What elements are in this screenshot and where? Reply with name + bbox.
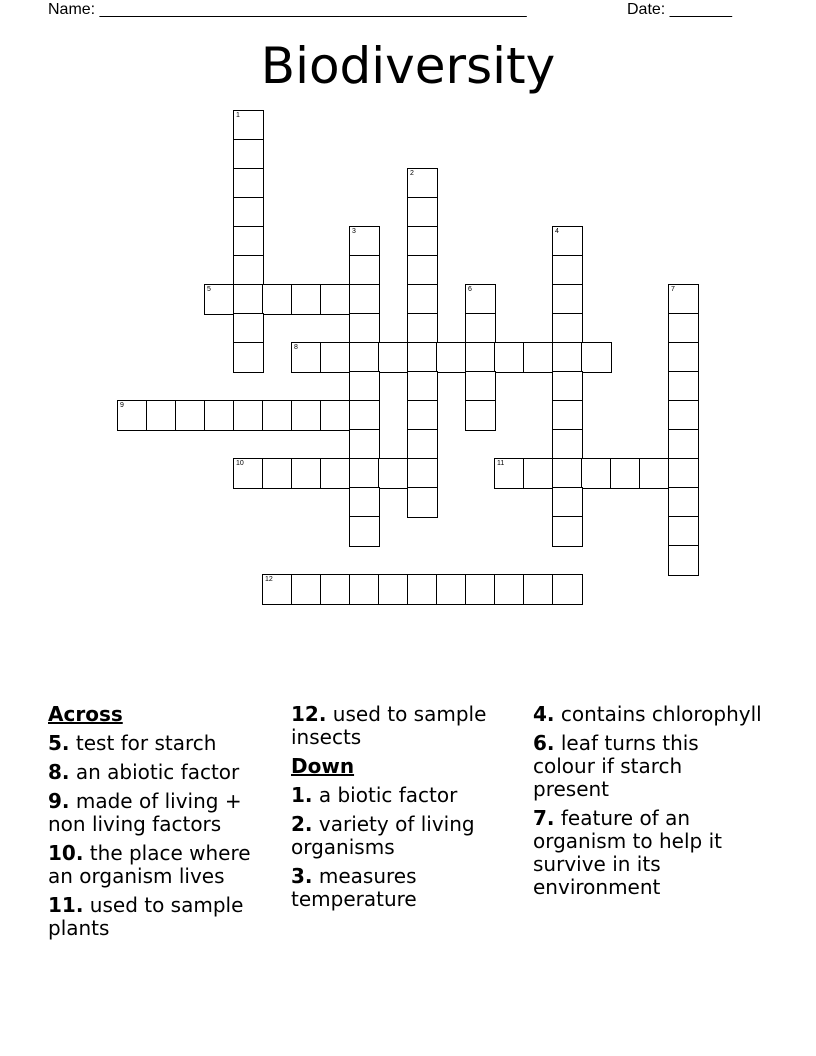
grid-cell[interactable] <box>233 168 264 199</box>
grid-cell[interactable] <box>349 574 380 605</box>
grid-cell[interactable] <box>262 400 293 431</box>
clue-number: 12. <box>291 702 327 726</box>
grid-cell[interactable] <box>668 429 699 460</box>
grid-cell[interactable] <box>233 400 264 431</box>
clue-text: measures temperature <box>291 864 417 911</box>
grid-cell[interactable] <box>552 313 583 344</box>
grid-cell[interactable] <box>407 342 438 373</box>
grid-cell[interactable] <box>378 458 409 489</box>
clue-column-1 <box>48 703 278 946</box>
grid-cell[interactable] <box>494 342 525 373</box>
clue-across-10 <box>48 842 278 888</box>
grid-cell[interactable] <box>552 487 583 518</box>
grid-cell[interactable] <box>378 574 409 605</box>
clue-number: 6. <box>533 731 555 755</box>
grid-cell[interactable] <box>552 284 583 315</box>
grid-cell[interactable] <box>668 458 699 489</box>
clue-down-6 <box>533 732 763 801</box>
grid-cell[interactable] <box>320 284 351 315</box>
grid-cell[interactable] <box>407 458 438 489</box>
clue-number-label: 2 <box>410 170 414 177</box>
clue-column-3 <box>533 703 763 905</box>
grid-cell[interactable] <box>204 284 235 315</box>
grid-cell[interactable] <box>320 574 351 605</box>
grid-cell[interactable] <box>117 400 148 431</box>
grid-cell[interactable] <box>204 400 235 431</box>
grid-cell[interactable] <box>407 284 438 315</box>
clue-across-5 <box>48 732 278 755</box>
grid-cell[interactable] <box>349 313 380 344</box>
grid-cell[interactable] <box>320 400 351 431</box>
grid-cell[interactable] <box>262 574 293 605</box>
grid-cell[interactable] <box>639 458 670 489</box>
grid-cell[interactable] <box>581 458 612 489</box>
grid-cell[interactable] <box>552 255 583 286</box>
grid-cell[interactable] <box>581 342 612 373</box>
grid-cell[interactable] <box>233 197 264 228</box>
grid-cell[interactable] <box>407 574 438 605</box>
grid-cell[interactable] <box>668 371 699 402</box>
grid-cell[interactable] <box>407 197 438 228</box>
grid-cell[interactable] <box>349 226 380 257</box>
grid-cell[interactable] <box>407 255 438 286</box>
clue-text: contains chlorophyll <box>560 702 762 726</box>
grid-cell[interactable] <box>233 226 264 257</box>
clue-text: leaf turns this colour if starch present <box>533 731 699 801</box>
grid-cell[interactable] <box>552 574 583 605</box>
grid-cell[interactable] <box>291 574 322 605</box>
grid-cell[interactable] <box>523 574 554 605</box>
grid-cell[interactable] <box>320 342 351 373</box>
clue-number-label: 11 <box>497 460 505 467</box>
clue-number: 4. <box>533 702 555 726</box>
grid-cell[interactable] <box>349 371 380 402</box>
clue-across-8 <box>48 761 278 784</box>
grid-cell[interactable] <box>668 342 699 373</box>
grid-cell[interactable] <box>233 255 264 286</box>
grid-cell[interactable] <box>610 458 641 489</box>
grid-cell[interactable] <box>668 284 699 315</box>
grid-cell[interactable] <box>668 516 699 547</box>
grid-cell[interactable] <box>349 255 380 286</box>
grid-cell[interactable] <box>407 400 438 431</box>
clue-number-label: 6 <box>468 286 472 293</box>
down-heading: Down <box>291 754 355 778</box>
grid-cell[interactable] <box>349 516 380 547</box>
across-heading: Across <box>48 702 123 726</box>
grid-cell[interactable] <box>552 400 583 431</box>
grid-cell[interactable] <box>436 574 467 605</box>
grid-cell[interactable] <box>407 168 438 199</box>
clue-number: 7. <box>533 806 555 830</box>
grid-cell[interactable] <box>407 487 438 518</box>
grid-cell[interactable] <box>465 574 496 605</box>
grid-cell[interactable] <box>465 313 496 344</box>
clue-number-label: 10 <box>236 460 244 467</box>
grid-cell[interactable] <box>349 400 380 431</box>
clue-number: 11. <box>48 893 84 917</box>
clue-across-11 <box>48 894 278 940</box>
clue-number-label: 4 <box>555 228 559 235</box>
clue-down-4 <box>533 703 763 726</box>
grid-cell[interactable] <box>523 342 554 373</box>
grid-cell[interactable] <box>436 342 467 373</box>
grid-cell[interactable] <box>668 487 699 518</box>
clue-number: 5. <box>48 731 70 755</box>
grid-cell[interactable] <box>465 284 496 315</box>
clue-number-label: 3 <box>352 228 356 235</box>
grid-cell[interactable] <box>465 342 496 373</box>
clue-number-label: 1 <box>236 112 240 119</box>
grid-cell[interactable] <box>291 458 322 489</box>
name-field-label: Name: ________________________________________________ <box>48 1 527 18</box>
clue-text: used to sample plants <box>48 893 244 940</box>
grid-cell[interactable] <box>494 574 525 605</box>
grid-cell[interactable] <box>233 342 264 373</box>
clue-text: a biotic factor <box>318 783 458 807</box>
clue-number: 10. <box>48 841 84 865</box>
grid-cell[interactable] <box>552 226 583 257</box>
clue-column-2 <box>291 703 521 917</box>
clue-text: variety of living organisms <box>291 812 475 859</box>
clue-down-3 <box>291 865 521 911</box>
grid-cell[interactable] <box>407 313 438 344</box>
grid-cell[interactable] <box>175 400 206 431</box>
grid-cell[interactable] <box>523 458 554 489</box>
grid-cell[interactable] <box>349 284 380 315</box>
clue-number-label: 12 <box>265 576 273 583</box>
grid-cell[interactable] <box>552 429 583 460</box>
date-field-label: Date: _______ <box>627 1 732 18</box>
grid-cell[interactable] <box>378 342 409 373</box>
grid-cell[interactable] <box>552 342 583 373</box>
grid-cell[interactable] <box>668 545 699 576</box>
grid-cell[interactable] <box>233 313 264 344</box>
clue-text: an abiotic factor <box>75 760 240 784</box>
grid-cell[interactable] <box>465 371 496 402</box>
clue-number-label: 8 <box>294 344 298 351</box>
grid-cell[interactable] <box>668 400 699 431</box>
clue-down-2 <box>291 813 521 859</box>
grid-cell[interactable] <box>668 313 699 344</box>
grid-cell[interactable] <box>465 400 496 431</box>
grid-cell[interactable] <box>233 458 264 489</box>
clue-number-label: 7 <box>671 286 675 293</box>
grid-cell[interactable] <box>494 458 525 489</box>
clue-text: test for starch <box>75 731 217 755</box>
grid-cell[interactable] <box>407 226 438 257</box>
grid-cell[interactable] <box>349 487 380 518</box>
page-title: Biodiversity <box>260 37 556 95</box>
grid-cell[interactable] <box>349 342 380 373</box>
clue-down-7 <box>533 807 763 899</box>
grid-cell[interactable] <box>552 516 583 547</box>
grid-cell[interactable] <box>233 139 264 170</box>
clue-text: feature of an organism to help it survive in its environment <box>533 806 722 899</box>
grid-cell[interactable] <box>146 400 177 431</box>
grid-cell[interactable] <box>349 429 380 460</box>
grid-cell[interactable] <box>233 110 264 141</box>
clue-text: made of living + non living factors <box>48 789 242 836</box>
grid-cell[interactable] <box>407 371 438 402</box>
grid-cell[interactable] <box>291 400 322 431</box>
grid-cell[interactable] <box>262 458 293 489</box>
clue-text: the place where an organism lives <box>48 841 251 888</box>
clue-number-label: 9 <box>120 402 124 409</box>
clue-number: 3. <box>291 864 313 888</box>
grid-cell[interactable] <box>407 429 438 460</box>
grid-cell[interactable] <box>262 284 293 315</box>
clue-number: 8. <box>48 760 70 784</box>
clue-text: used to sample insects <box>291 702 487 749</box>
grid-cell[interactable] <box>349 458 380 489</box>
clue-across-9 <box>48 790 278 836</box>
clue-number: 9. <box>48 789 70 813</box>
grid-cell[interactable] <box>291 284 322 315</box>
clue-across-12 <box>291 703 521 749</box>
grid-cell[interactable] <box>552 458 583 489</box>
clue-number-label: 5 <box>207 286 211 293</box>
clue-number: 2. <box>291 812 313 836</box>
grid-cell[interactable] <box>552 371 583 402</box>
grid-cell[interactable] <box>233 284 264 315</box>
grid-cell[interactable] <box>320 458 351 489</box>
clue-down-1 <box>291 784 521 807</box>
clue-number: 1. <box>291 783 313 807</box>
grid-cell[interactable] <box>291 342 322 373</box>
